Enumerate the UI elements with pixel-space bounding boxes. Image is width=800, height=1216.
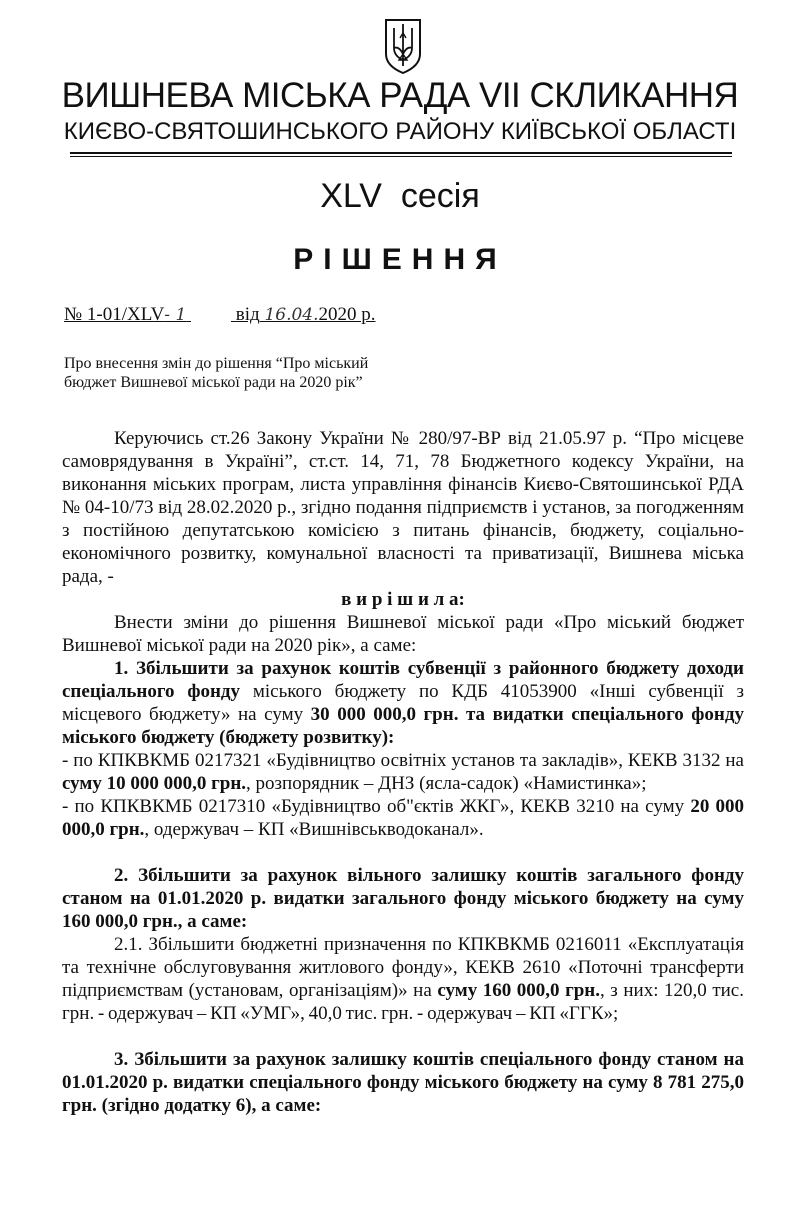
session-title: XLV сесія — [320, 177, 480, 215]
item-1-line-2-amount: 20 000 000,0 грн. — [62, 796, 744, 840]
item-1-line-2 — [62, 795, 744, 841]
decision-number-prefix: № 1-01/XLV — [64, 304, 165, 325]
item-2-heading: 2. Збільшити за рахунок вільного залишку коштів загального фонду станом на 01.01.2020 р. видатки загального фонду міського бюджету на суму 160 000,0 грн., а саме: — [62, 865, 744, 932]
item-1-text: міського бюджету по КДБ 41053900 «Інші субвенції з місцевого бюджету» на суму — [62, 681, 744, 725]
item-3-paragraph — [62, 1048, 744, 1117]
item-2-1-recipients: , з них: 120,0 тис. грн. - одержувач – КП «УМГ», 40,0 тис. грн. - одержувач – КП «ГГК»; — [62, 980, 744, 1024]
item-1-amount: 30 000 000,0 грн. та видатки спеціального фонду міського бюджету (бюджету розвитку): — [62, 704, 744, 748]
district-name: КИЄВО-СВЯТОШИНСЬКОГО РАЙОНУ КИЇВСЬКОЇ ОБЛАСТІ — [63, 118, 737, 145]
council-name: ВИШНЕВА МІСЬКА РАДА VII СКЛИКАННЯ — [61, 76, 739, 115]
header-double-rule-thin — [70, 156, 732, 157]
item-1-line-1-recipient: , розпорядник – ДНЗ (ясла-садок) «Намистинка»; — [246, 773, 647, 794]
item-1-line-2-recipient: , одержувач – КП «Вишнівськводоканал». — [144, 819, 484, 840]
item-2-paragraph — [62, 864, 744, 933]
handwritten-date: 16.04. — [264, 305, 319, 325]
date-label: від — [235, 304, 260, 325]
item-2-1-text: 2.1. Збільшити бюджетні призначення по КПКВКМБ 0216011 «Експлуатація та технічне обслуговування житлового фонду», КЕКВ 2610 «Поточні трансферти підприємствам (установам, організаціям)» на — [62, 934, 744, 1001]
decision-number-line — [64, 302, 376, 328]
document-type-title: РІШЕННЯ — [293, 243, 507, 276]
handwritten-number: - 1 — [164, 305, 187, 325]
resolved-heading — [62, 588, 744, 611]
coat-of-arms-icon — [383, 16, 423, 76]
item-1-paragraph — [62, 657, 744, 749]
item-1-line-2-text: - по КПКВКМБ 0217310 «Будівництво об"єктів ЖКГ», КЕКВ 3210 на суму — [62, 796, 691, 817]
item-2-1-amount: суму 160 000,0 грн. — [437, 980, 600, 1001]
item-1-line-1-text: - по КПКВКМБ 0217321 «Будівництво освітніх установ та закладів», КЕКВ 3132 на — [62, 750, 744, 771]
resolved-text: в и р і ш и л а: — [341, 589, 465, 610]
item-1-heading: 1. Збільшити за рахунок коштів субвенції з районного бюджету доходи спеціального фонду — [62, 658, 744, 702]
header-double-rule — [70, 152, 732, 154]
item-1-line-1 — [62, 749, 744, 795]
decision-subject: Про внесення змін до рішення “Про міський бюджет Вишневої міської ради на 2020 рік” — [64, 355, 369, 391]
intro-paragraph: Внести зміни до рішення Вишневої міської ради «Про міський бюджет Вишневої міської ради на 2020 рік», а саме: — [62, 612, 744, 656]
decision-year: 2020 р. — [318, 304, 376, 325]
item-1-line-1-amount: суму 10 000 000,0 грн. — [62, 773, 247, 794]
item-3-heading: 3. Збільшити за рахунок залишку коштів спеціального фонду станом на 01.01.2020 р. видатки спеціального фонду міського бюджету на суму 8 781 275,0 грн. (згідно додатку 6), а саме: — [62, 1049, 744, 1116]
document-body — [62, 427, 744, 1117]
spacer — [62, 841, 744, 864]
spacer — [62, 1025, 744, 1048]
preamble-paragraph: Керуючись ст.26 Закону України № 280/97-ВР від 21.05.97 р. “Про місцеве самоврядування в Україні”, ст.ст. 14, 71, 78 Бюджетного кодексу України, на виконання міських програм, листа управління фінансів Києво-Святошинської РДА № 04-10/73 від 28.02.2020 р., згідно подання підприємств і установ, за погодженням з постійною депутатською комісією з питань фінансів, бюджету, соціально-економічного розвитку, комунальної власності та приватизації, Вишнева міська рада, - — [62, 428, 744, 587]
item-2-1-paragraph — [62, 933, 744, 1025]
